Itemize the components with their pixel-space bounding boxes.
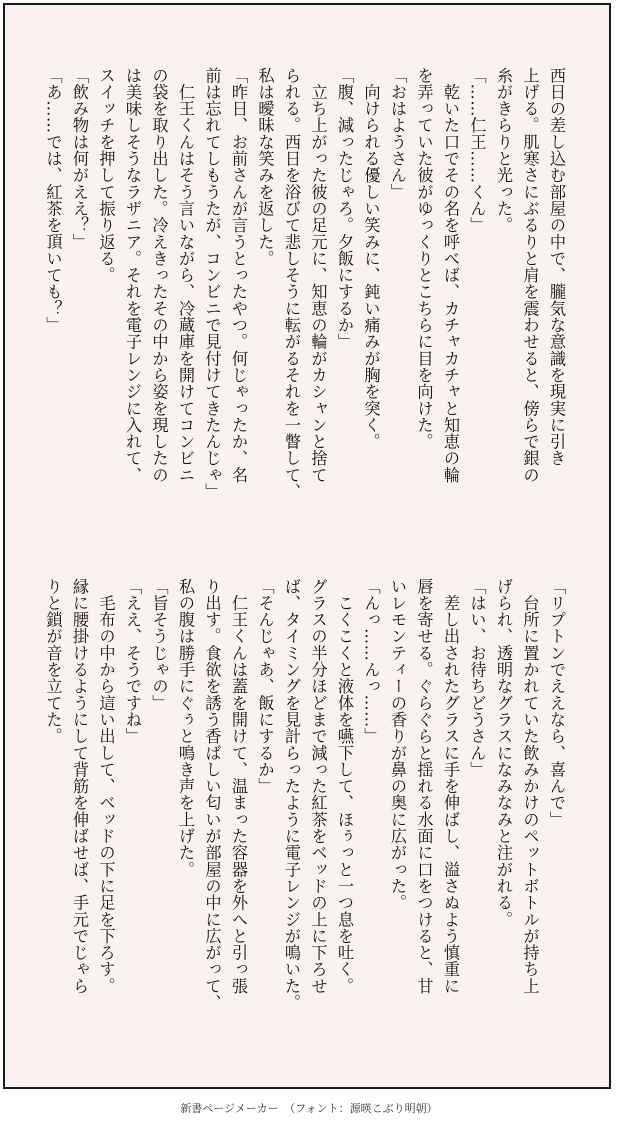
text-line: 私は曖昧な笑みを返した。 bbox=[255, 67, 275, 267]
text-line: いレモンティーの香りが鼻の奥に広がった。 bbox=[388, 578, 407, 911]
upper-text-block bbox=[39, 67, 569, 562]
text-line: ば、タイミングを見計らったように電子レンジが鳴いた。 bbox=[282, 578, 301, 1011]
text-line: 私の腹は勝手にぐぅと鳴き声を上げた。 bbox=[176, 578, 195, 878]
text-line: 向けられる優しい笑みに、鈍い痛みが胸を突く。 bbox=[361, 67, 381, 450]
text-line: 前は忘れてしもうたが、コンビニで見付けてきたんじゃ」 bbox=[202, 67, 222, 500]
text-line: 唇を寄せる。ぐらぐらと揺れる水面に口をつけると、甘 bbox=[414, 578, 434, 995]
text-line: られる。西日を浴びて悲しそうに転がるそれを一瞥して、 bbox=[282, 67, 301, 500]
text-line: は美味しそうなラザニア。それを電子レンジに入れて、 bbox=[123, 67, 142, 484]
text-line: 「ええ、そうですね」 bbox=[123, 578, 142, 745]
text-line: 「あ……では、紅茶を頂いても？」 bbox=[43, 67, 63, 334]
text-line: 「そんじゃあ、飯にするか」 bbox=[255, 578, 275, 795]
text-line: の袋を取り出した。冷えきったその中から姿を現したの bbox=[149, 67, 169, 484]
text-line: 「リプトンでええなら、喜んで」 bbox=[547, 578, 566, 828]
text-line: 縁に腰掛けるようにして背筋を伸ばせば、手元でじゃら bbox=[70, 578, 89, 995]
text-line: 乾いた口でその名を呼べば、カチャカチャと知恵の輪 bbox=[441, 67, 460, 484]
text-line: り出す。食欲を誘う香ばしい匂いが部屋の中に広がって、 bbox=[202, 578, 222, 1011]
text-line: 上げる。肌寒さにぶるりと肩を震わせると、傍らで銀の bbox=[520, 67, 540, 484]
text-line: 「腹、減ったじゃろ。夕飯にするか」 bbox=[335, 67, 354, 351]
text-line: 差し出されたグラスに手を伸ばし、溢さぬよう慎重に bbox=[441, 578, 460, 995]
text-line: 「昨日、お前さんが言うとったやつ。何じゃったか、名 bbox=[229, 67, 248, 484]
text-line: 「飲み物は何がええ？」 bbox=[70, 67, 89, 251]
text-line: 「はい、お待ちどうさん」 bbox=[467, 578, 487, 778]
text-line: こくこくと液体を嚥下して、ほぅっと一つ息を吐く。 bbox=[335, 578, 354, 995]
text-line: 西日の差し込む部屋の中で、朧気な意識を現実に引き bbox=[547, 67, 566, 467]
text-line: りと鎖が音を立てた。 bbox=[43, 578, 63, 745]
text-line: 仁王くんはそう言いながら、冷蔵庫を開けてコンビニ bbox=[176, 67, 195, 484]
text-line: 糸がきらりと光った。 bbox=[494, 67, 513, 234]
text-line: 「おはようさん」 bbox=[388, 67, 407, 201]
text-line: 毛布の中から這い出して、ベッドの下に足を下ろす。 bbox=[96, 578, 116, 995]
text-line: グラスの半分ほどまで減った紅茶をベッドの上に下ろせ bbox=[308, 578, 328, 995]
text-line: 「んっ……んっ……」 bbox=[361, 578, 381, 745]
text-line: 台所に置かれていた飲みかけのペットボトルが持ち上 bbox=[520, 578, 540, 995]
text-line: 立ち上がった彼の足元に、知恵の輪がカシャンと捨て bbox=[308, 67, 328, 484]
text-line: 仁王くんは蓋を開けて、温まった容器を外へと引っ張 bbox=[229, 578, 248, 995]
page-footer: 新書ページメーカー （フォント：源暎こぶり明朝） bbox=[180, 1102, 438, 1115]
text-line: 「……仁王……くん」 bbox=[467, 67, 487, 234]
lower-text-block bbox=[39, 578, 569, 1058]
text-line: 「旨そうじゃの」 bbox=[149, 578, 169, 712]
manuscript-page bbox=[3, 3, 611, 1089]
text-line: を弄っていた彼がゆっくりとこちらに目を向けた。 bbox=[414, 67, 434, 450]
text-line: スイッチを押して振り返る。 bbox=[96, 67, 116, 284]
text-line: げられ、透明なグラスになみなみと注がれる。 bbox=[494, 578, 513, 928]
